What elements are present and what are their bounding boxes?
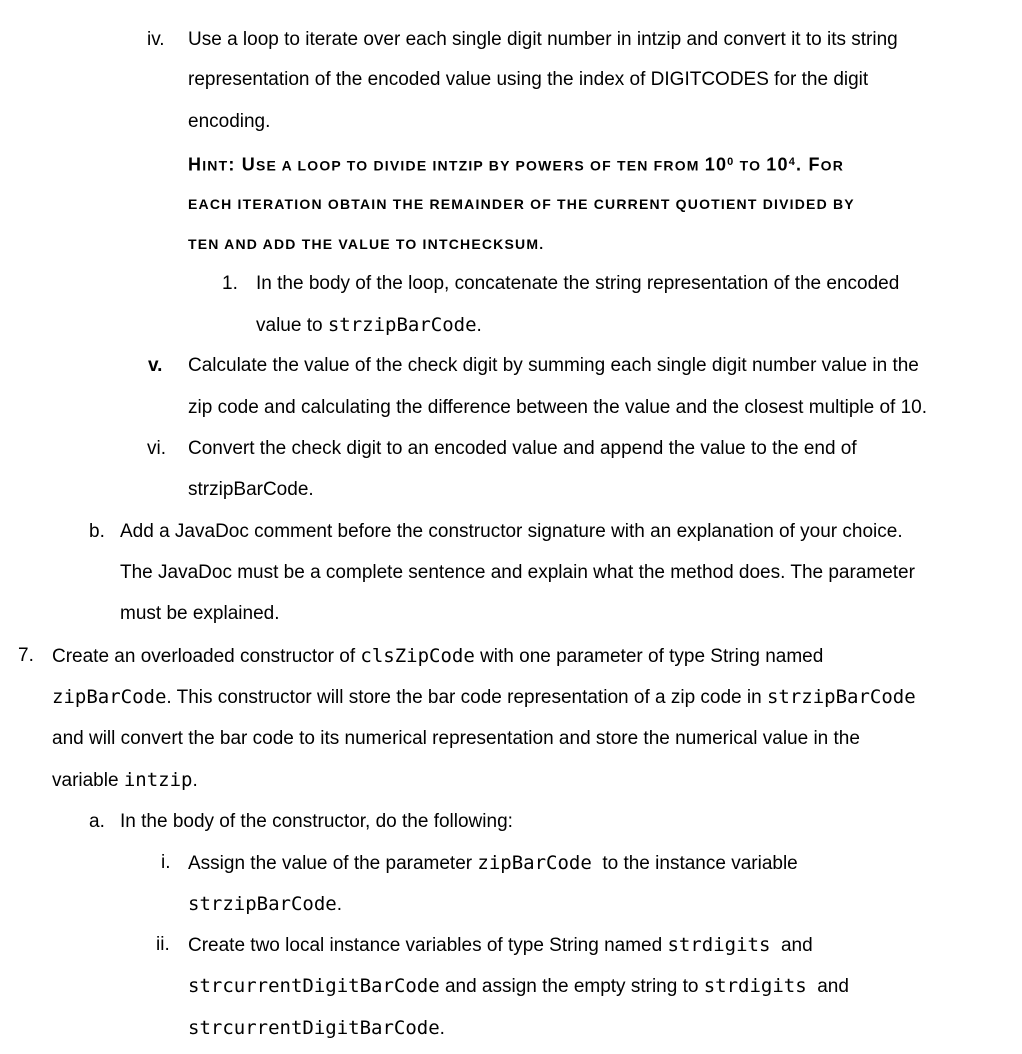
paragraph-line: Create two local instance variables of type String named strdigits and [188, 934, 813, 956]
list-marker: vi. [147, 438, 166, 459]
inline-code: strzipBarCode [327, 314, 477, 336]
paragraph-line: representation of the encoded value using the index of DIGITCODES for the digit [188, 69, 869, 90]
list-marker: i. [161, 852, 171, 873]
paragraph-line: Use a loop to iterate over each single digit number in intzip and convert it to its string [188, 29, 898, 50]
list-marker: ii. [156, 934, 170, 955]
paragraph-line: Assign the value of the parameter zipBarCode to the instance variable [188, 852, 798, 874]
inline-code: clsZipCode [360, 645, 475, 667]
list-marker: v. [148, 355, 163, 376]
paragraph-line: Add a JavaDoc comment before the constructor signature with an explanation of your choice. [120, 521, 903, 542]
paragraph-line: must be explained. [120, 603, 280, 624]
paragraph-line: variable intzip. [52, 769, 198, 791]
paragraph-line: Convert the check digit to an encoded value and append the value to the end of [188, 438, 857, 459]
inline-code: strcurrentDigitBarCode [188, 1017, 440, 1039]
hint-line: TEN AND ADD THE VALUE TO INTCHECKSUM. [188, 236, 545, 252]
paragraph-line: Create an overloaded constructor of clsZipCode with one parameter of type String named [52, 645, 824, 667]
paragraph-line: strcurrentDigitBarCode. [188, 1017, 445, 1039]
paragraph-line: encoding. [188, 111, 271, 132]
list-marker: a. [89, 811, 105, 832]
list-marker: iv. [147, 29, 165, 50]
paragraph-line: zipBarCode. This constructor will store the bar code representation of a zip code in strzipBarCode [52, 686, 916, 708]
paragraph-line: In the body of the loop, concatenate the string representation of the encoded [256, 273, 900, 294]
paragraph-line: Calculate the value of the check digit by summing each single digit number value in the [188, 355, 919, 376]
hint-line: HINT: USE A LOOP TO DIVIDE INTZIP BY POWERS OF TEN FROM $10^0$ TO $10^4$. FOR [188, 154, 845, 175]
inline-code: strcurrentDigitBarCode [188, 975, 440, 997]
paragraph-line: strzipBarCode. [188, 893, 342, 915]
inline-code: zipBarCode [52, 686, 167, 708]
list-marker: 7. [18, 645, 34, 666]
paragraph-line: strzipBarCode. [188, 479, 314, 500]
list-marker: b. [89, 521, 105, 542]
inline-code: strzipBarCode [766, 686, 916, 708]
inline-code: strzipBarCode [188, 893, 337, 915]
paragraph-line: and will convert the bar code to its numerical representation and store the numerical value in the [52, 728, 860, 749]
paragraph-line: strcurrentDigitBarCode and assign the empty string to strdigits and [188, 975, 849, 997]
paragraph-line: The JavaDoc must be a complete sentence and explain what the method does. The parameter [120, 562, 915, 583]
inline-code: strdigits [667, 934, 771, 956]
hint-line: EACH ITERATION OBTAIN THE REMAINDER OF THE CURRENT QUOTIENT DIVIDED BY [188, 196, 855, 212]
inline-code: zipBarCode [477, 852, 592, 874]
paragraph-line: value to strzipBarCode. [256, 314, 482, 336]
inline-code: strdigits [703, 975, 807, 997]
paragraph-line: zip code and calculating the difference between the value and the closest multiple of 10. [188, 397, 928, 418]
inline-code: intzip [123, 769, 193, 791]
list-marker: 1. [222, 273, 238, 294]
paragraph-line: In the body of the constructor, do the following: [120, 811, 513, 832]
